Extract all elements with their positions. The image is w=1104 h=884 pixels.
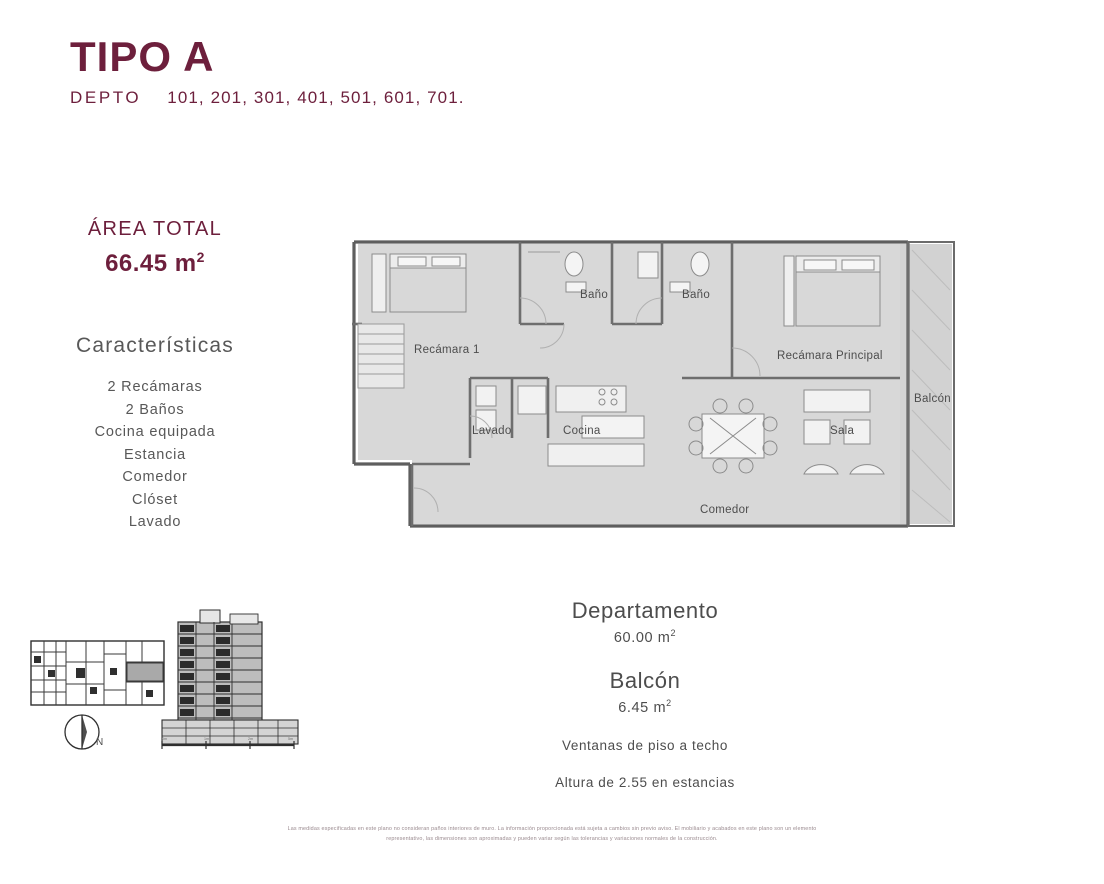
scale-bar-drawing — [158, 736, 298, 752]
disclaimer-line-2: representativo, las dimensiones son aproximadas y pueden variar según las tolerancias y variaciones normales de la construcción. — [386, 836, 718, 842]
room-label-recamara-1: Recámara 1 — [414, 344, 480, 356]
features-title: Características — [75, 334, 235, 357]
departamento-number: 60.00 m — [613, 629, 671, 646]
key-plan-drawing — [30, 640, 165, 706]
room-label-balcon: Balcón — [914, 393, 951, 405]
balcon-unit-exponent: 2 — [666, 697, 672, 708]
specs-block — [430, 598, 860, 790]
room-label-comedor: Comedor — [700, 504, 750, 516]
list-item: Lavado — [128, 514, 182, 530]
balcon-value — [430, 698, 860, 716]
area-total-number: 66.45 m — [105, 250, 197, 277]
building-elevation-drawing — [160, 608, 300, 753]
list-item: Cocina equipada — [94, 424, 216, 440]
balcon-number: 6.45 m — [618, 699, 667, 716]
plan-floor-fill — [358, 244, 952, 524]
scale-bar — [158, 736, 298, 752]
svg-text:0m: 0m — [162, 737, 167, 741]
depto-line — [70, 88, 465, 108]
room-label-recamara-principal: Recámara Principal — [777, 350, 883, 362]
list-item: Comedor — [122, 469, 188, 485]
svg-text:1m: 1m — [204, 737, 209, 741]
list-item: 2 Baños — [125, 401, 185, 418]
depto-label: DEPTO — [70, 88, 142, 107]
area-total-value — [30, 249, 280, 278]
list-item: Clóset — [132, 491, 178, 508]
spec-note-windows: Ventanas de piso a techo — [561, 737, 729, 753]
room-label-lavado: Lavado — [472, 425, 512, 437]
room-label-cocina: Cocina — [563, 425, 601, 437]
compass-icon — [60, 712, 120, 756]
room-label-bano-1: Baño — [580, 289, 609, 301]
list-item: Estancia — [123, 446, 186, 463]
features-block — [30, 334, 280, 534]
compass-north-label: N — [96, 737, 104, 748]
floor-plan — [352, 238, 960, 532]
compass-rose — [60, 712, 120, 756]
depto-list: 101, 201, 301, 401, 501, 601, 701. — [167, 88, 465, 107]
departamento-value — [430, 628, 860, 646]
room-label-bano-2: Baño — [682, 289, 711, 301]
svg-text:2m: 2m — [248, 737, 253, 741]
departamento-unit-exponent: 2 — [670, 628, 677, 638]
disclaimer-line-1: Las medidas especificadas en este plano no consideran paños interiores de muro. La información proporcionada está sujeta a cambios sin previo aviso. El mobiliario y acabados en este plano son un elemento — [287, 826, 817, 832]
area-total-unit-exponent: 2 — [196, 249, 205, 265]
room-label-sala: Sala — [830, 425, 855, 437]
features-list — [30, 376, 280, 534]
svg-text:5m: 5m — [288, 737, 293, 741]
spec-spacer — [430, 646, 860, 668]
balcon-label: Balcón — [609, 667, 681, 693]
title-block — [70, 33, 465, 108]
floor-plan-drawing — [352, 238, 960, 532]
area-total-block — [30, 218, 280, 278]
spec-note-height: Altura de 2.55 en estancias — [555, 774, 735, 790]
list-item: 2 Recámaras — [107, 379, 203, 395]
building-elevation-diagram — [160, 608, 300, 753]
departamento-label: Departamento — [571, 598, 719, 623]
key-plan-diagram — [30, 640, 165, 706]
area-total-label: ÁREA TOTAL — [87, 218, 223, 240]
disclaimer — [150, 824, 954, 844]
page-title: TIPO A — [70, 33, 215, 80]
